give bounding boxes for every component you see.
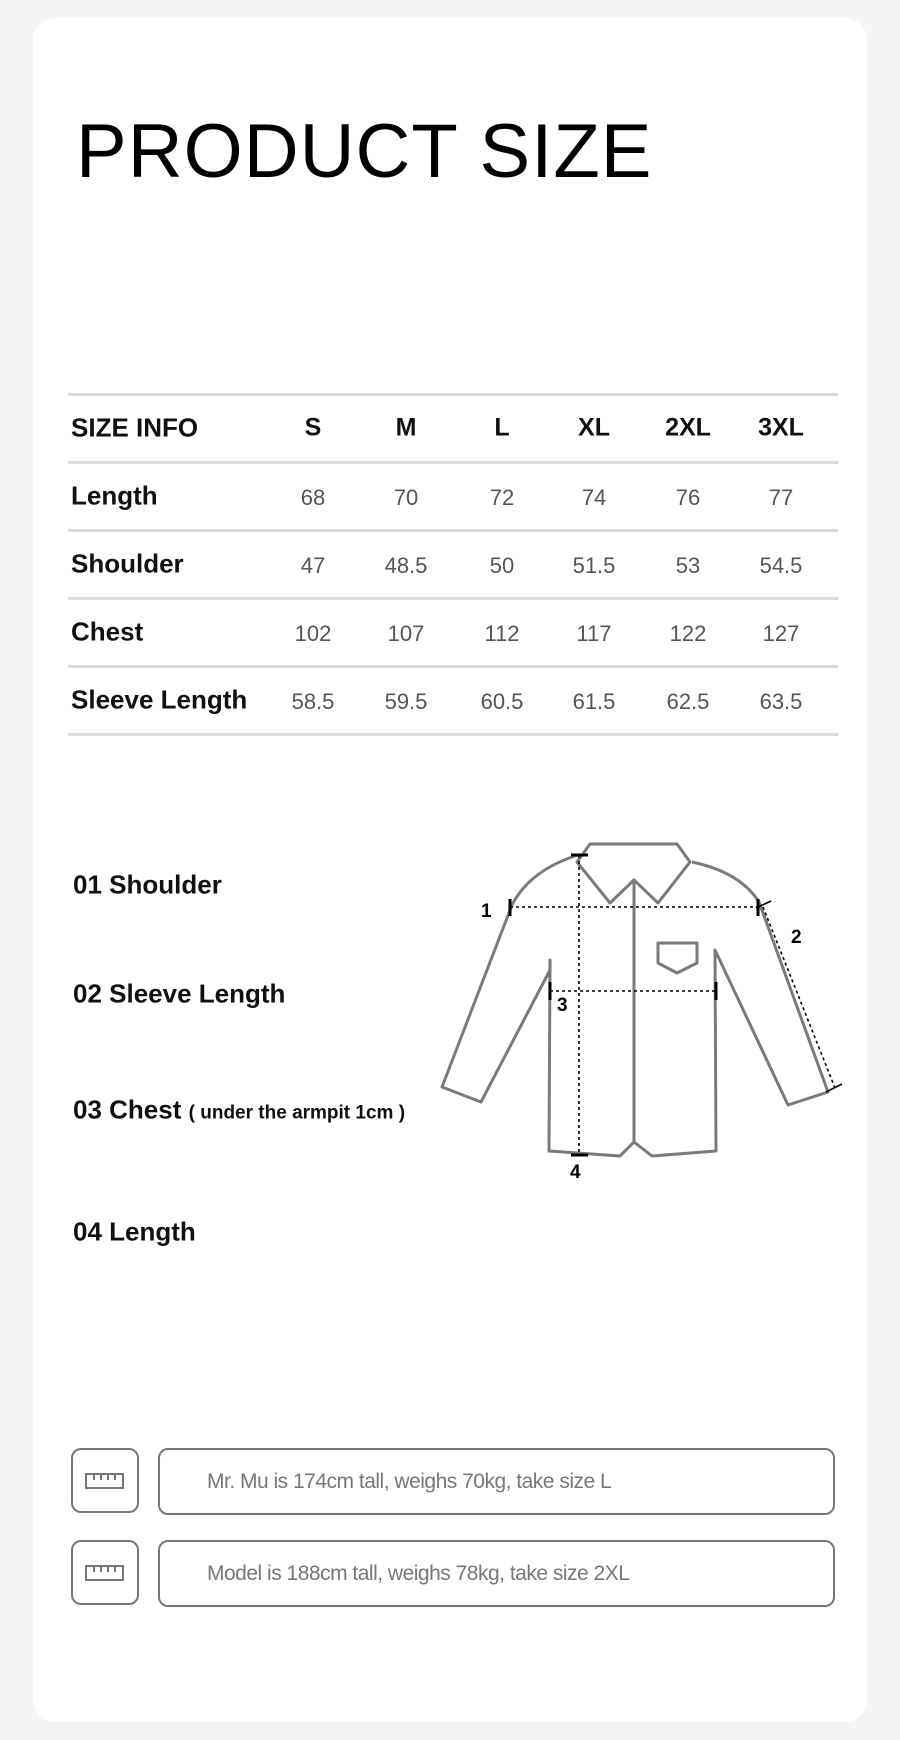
table-cell: 50 [489,553,515,578]
size-header: S [304,413,322,442]
measure-label-chest [73,1095,405,1126]
diagram-number-2: 2 [791,927,802,948]
table-cell: 77 [768,485,794,510]
size-header: M [395,413,417,442]
ruler-icon [73,1542,137,1603]
table-cell: 107 [387,621,425,646]
divider [68,529,838,532]
table-cell: 51.5 [572,553,616,578]
table-cell: 59.5 [384,689,428,714]
table-cell: 70 [393,485,419,510]
row-label: Length [71,480,158,511]
measure-label-sleeve: 02 Sleeve Length [73,978,286,1009]
table-cell: 72 [489,485,515,510]
table-cell: 117 [576,621,612,646]
table-cell: 63.5 [759,689,803,714]
ruler-icon-box [71,1540,139,1605]
table-cell: 62.5 [666,689,710,714]
row-label: Shoulder [71,548,184,579]
table-cell: 58.5 [291,689,335,714]
chest-label: 03 Chest [73,1094,182,1125]
table-header-label: SIZE INFO [71,412,199,443]
size-header: 3XL [758,413,804,442]
model-info-1: Mr. Mu is 174cm tall, weighs 70kg, take size L [158,1448,835,1515]
row-label: Chest [71,616,144,647]
table-cell: 76 [675,485,701,510]
size-header: 2XL [665,413,711,442]
shirt-collar [577,844,690,1142]
diagram-number-1: 1 [481,901,492,922]
diagram-number-4: 4 [570,1162,581,1183]
measure-label-length: 04 Length [73,1216,196,1247]
table-cell: 53 [675,553,701,578]
size-header: XL [578,413,610,442]
divider [68,597,838,600]
model-info-2: Model is 188cm tall, weighs 78kg, take size 2XL [158,1540,835,1607]
diagram-number-3: 3 [557,995,568,1016]
table-cell: 54.5 [759,553,803,578]
measure-label-shoulder: 01 Shoulder [73,869,222,900]
table-cell: 61.5 [572,689,616,714]
ruler-icon [73,1450,137,1511]
shirt-diagram [430,820,900,1190]
table-cell: 127 [762,621,800,646]
table-cell: 47 [300,553,326,578]
table-cell: 102 [294,621,332,646]
shirt-pocket [658,943,697,973]
table-cell: 112 [484,621,520,646]
size-header: L [494,413,510,442]
table-cell: 60.5 [480,689,524,714]
divider [68,461,838,464]
table-cell: 74 [581,485,607,510]
table-cell: 48.5 [384,553,428,578]
page-title: PRODUCT SIZE [76,109,653,194]
divider [68,733,838,736]
table-cell: 68 [300,485,326,510]
ruler-icon-box [71,1448,139,1513]
divider [68,665,838,668]
divider [68,393,838,396]
table-cell: 122 [669,621,707,646]
chest-note: ( under the armpit 1cm ) [188,1102,406,1124]
row-label: Sleeve Length [71,684,248,715]
